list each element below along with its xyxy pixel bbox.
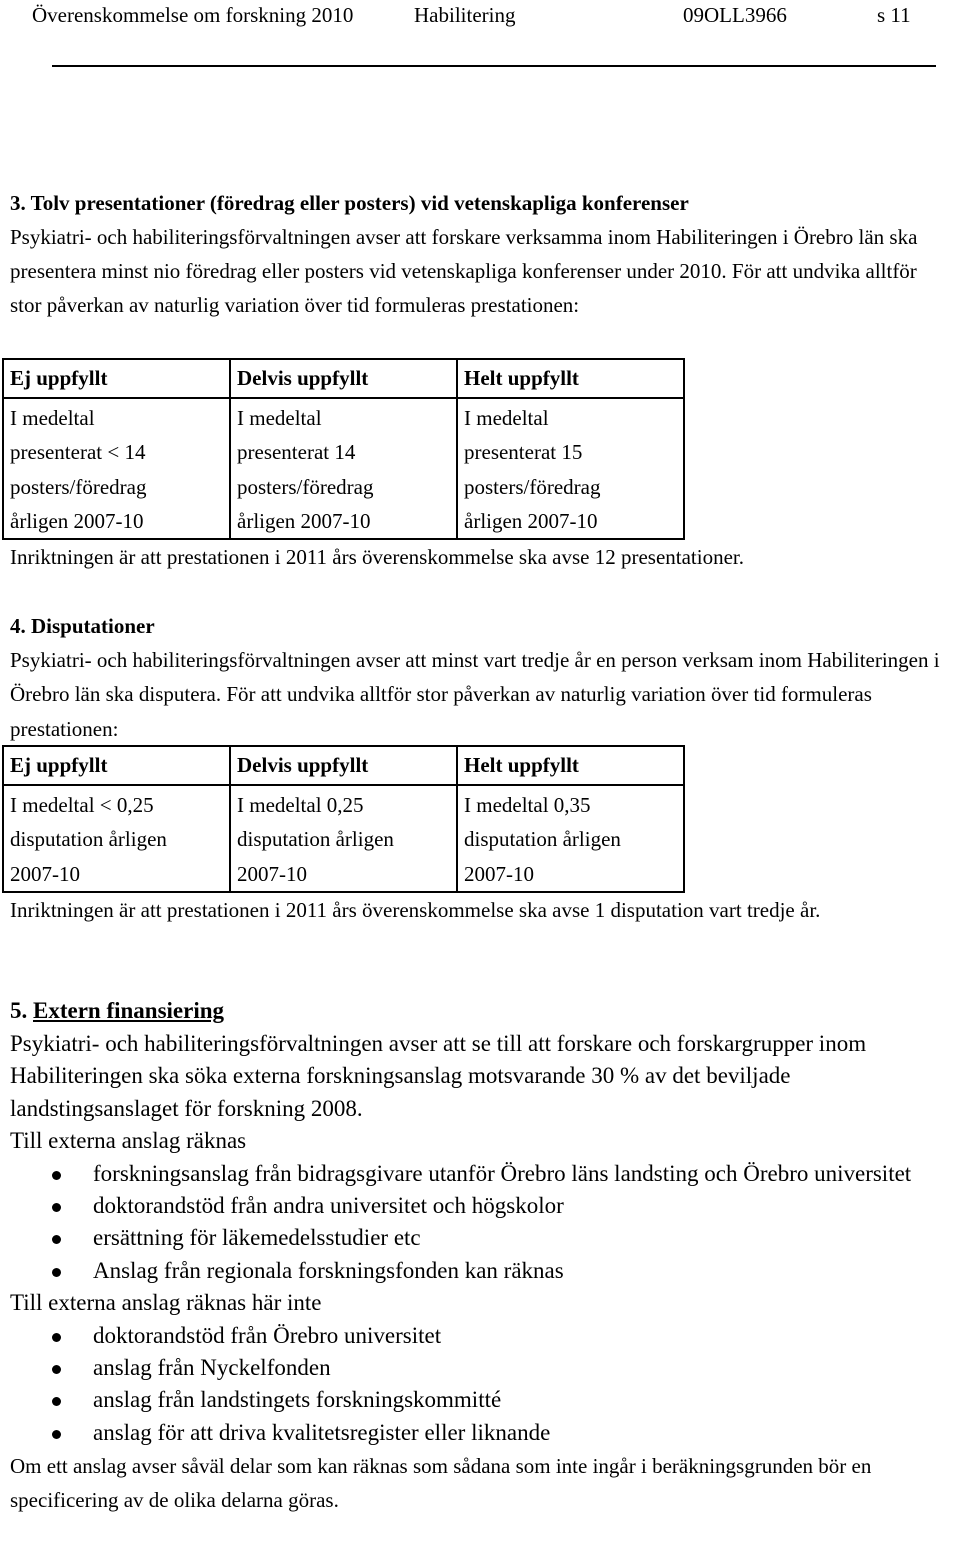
cell-line: 2007-10 xyxy=(237,861,307,886)
header-page-number: s 11 xyxy=(877,3,911,27)
list-item: anslag från landstingets forskningskommitté xyxy=(10,1384,950,1416)
table-header-cell: Helt uppfyllt xyxy=(457,359,684,398)
section-5-heading-text: Extern finansiering xyxy=(33,998,225,1023)
cell-line: årligen 2007-10 xyxy=(237,508,371,533)
section-5 xyxy=(10,994,950,1517)
table-header-cell: Delvis uppfyllt xyxy=(230,746,457,785)
table-cell xyxy=(457,785,684,892)
table-row xyxy=(3,398,684,539)
section-3-heading: 3. Tolv presentationer (föredrag eller posters) vid vetenskapliga konferenser xyxy=(10,191,689,215)
header-rule xyxy=(52,65,936,67)
cell-line: presenterat < 14 xyxy=(10,440,146,465)
section-3-criteria-table xyxy=(2,358,685,540)
included-list xyxy=(10,1158,950,1288)
list-item: doktorandstöd från Örebro universitet xyxy=(10,1320,950,1352)
table-header-cell: Ej uppfyllt xyxy=(3,359,230,398)
table-cell xyxy=(230,785,457,892)
table-header-cell: Delvis uppfyllt xyxy=(230,359,457,398)
table-header-row xyxy=(3,746,684,785)
cell-line: I medeltal 0,25 xyxy=(237,793,364,817)
section-5-heading-number: 5. xyxy=(10,998,28,1023)
cell-line: posters/föredrag xyxy=(237,474,374,499)
section-5-heading xyxy=(10,994,950,1028)
list-item: anslag från Nyckelfonden xyxy=(10,1352,950,1384)
table-header-cell: Ej uppfyllt xyxy=(3,746,230,785)
table-cell xyxy=(230,398,457,539)
cell-line: 2007-10 xyxy=(464,861,534,886)
table-cell xyxy=(457,398,684,539)
included-label: Till externa anslag räknas xyxy=(10,1128,247,1154)
page-header xyxy=(10,0,940,30)
cell-line: 2007-10 xyxy=(10,861,80,886)
cell-line: I medeltal xyxy=(237,406,322,430)
excluded-list xyxy=(10,1320,950,1450)
header-area: Habilitering xyxy=(414,3,516,27)
list-item: doktorandstöd från andra universitet och högskolor xyxy=(10,1190,950,1222)
cell-line: posters/föredrag xyxy=(464,474,601,499)
list-item: Anslag från regionala forskningsfonden kan räknas xyxy=(10,1255,950,1287)
section-4 xyxy=(10,609,950,746)
table-header-cell: Helt uppfyllt xyxy=(457,746,684,785)
header-document-title: Överenskommelse om forskning 2010 xyxy=(32,3,354,27)
cell-line: I medeltal xyxy=(464,406,549,430)
excluded-label: Till externa anslag räknas här inte xyxy=(10,1290,322,1316)
cell-line: disputation årligen xyxy=(10,827,167,852)
section-4-heading: 4. Disputationer xyxy=(10,614,155,638)
cell-line: disputation årligen xyxy=(464,827,621,852)
table-row xyxy=(3,785,684,892)
section-3 xyxy=(10,186,950,323)
cell-line: presenterat 14 xyxy=(237,440,356,465)
section-3-direction-text: Inriktningen är att prestationen i 2011 års överenskommelse ska avse 12 presentationer. xyxy=(10,545,745,569)
section-4-criteria-table xyxy=(2,745,685,893)
list-item: forskningsanslag från bidragsgivare utanför Örebro läns landsting och Örebro universitet xyxy=(10,1158,950,1190)
cell-line: årligen 2007-10 xyxy=(10,508,144,533)
cell-line: I medeltal xyxy=(10,406,95,430)
closing-note: Om ett anslag avser såväl delar som kan räknas som sådana som inte ingår i beräkningsgrunden bör en specificering av de olika delarna göras. xyxy=(10,1454,872,1513)
table-cell xyxy=(3,398,230,539)
section-3-direction xyxy=(10,540,950,574)
table-header-row xyxy=(3,359,684,398)
section-4-intro: Psykiatri- och habiliteringsförvaltningen avser att minst vart tredje år en person verksam inom Habiliteringen i Örebro län ska disputera. För att undvika alltför stor påverkan av naturlig variation över tid formuleras prestationen: xyxy=(10,648,940,741)
section-5-intro: Psykiatri- och habiliteringsförvaltningen avser att se till att forskare och forskargrupper inom Habiliteringen ska söka externa forskningsanslag motsvarande 30 % av det beviljade landstingsanslaget för forskning 2008. xyxy=(10,1031,867,1121)
cell-line: I medeltal 0,35 xyxy=(464,793,591,817)
cell-line: disputation årligen xyxy=(237,827,394,852)
cell-line: posters/föredrag xyxy=(10,474,147,499)
section-4-direction xyxy=(10,893,950,927)
cell-line: årligen 2007-10 xyxy=(464,508,598,533)
section-4-direction-text: Inriktningen är att prestationen i 2011 års överenskommelse ska avse 1 disputation vart tredje år. xyxy=(10,898,821,922)
header-code: 09OLL3966 xyxy=(683,3,787,27)
list-item: ersättning för läkemedelsstudier etc xyxy=(10,1222,950,1254)
list-item: anslag för att driva kvalitetsregister eller liknande xyxy=(10,1417,950,1449)
cell-line: I medeltal < 0,25 xyxy=(10,793,154,817)
cell-line: presenterat 15 xyxy=(464,440,583,465)
table-cell xyxy=(3,785,230,892)
section-3-intro: Psykiatri- och habiliteringsförvaltningen avser att forskare verksamma inom Habiliteringen i Örebro län ska presentera minst nio föredrag eller posters vid vetenskapliga konferenser under 2010. För att undvika alltför stor påverkan av naturlig variation över tid formuleras prestationen: xyxy=(10,225,918,318)
